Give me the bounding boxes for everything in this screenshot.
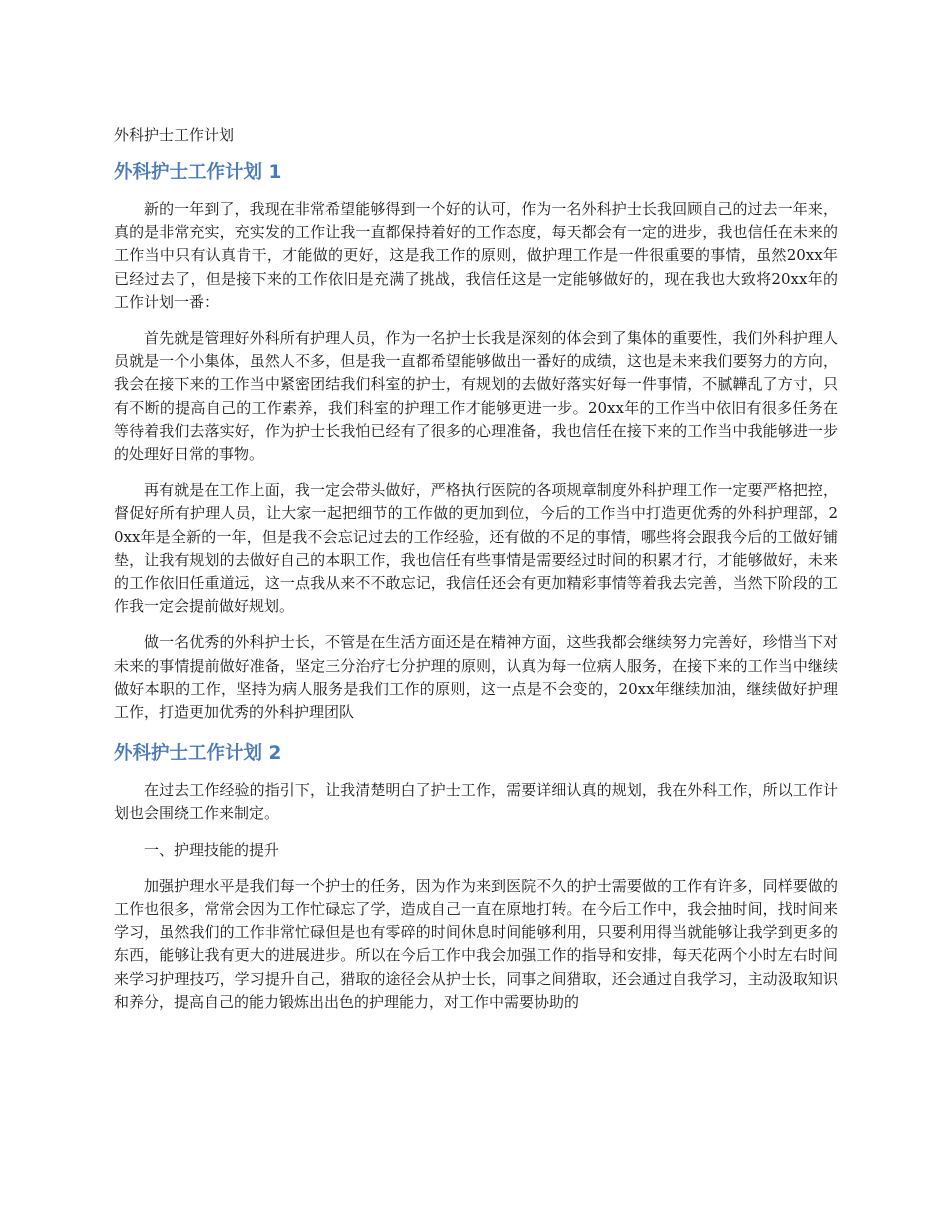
paragraph: 新的一年到了，我现在非常希望能够得到一个好的认可，作为一名外科护士长我回顾自己的过去一年来，真的是非常充实，充实发的工作让我一直都保持着好的工作态度，每天都会有一定的进步，我也信任在未来的工作当中只有认真肯干，才能做的更好，这是我工作的原则，做护理工作是一件很重要的事情，虽然20xx年已经过去了，但是接下来的工作依旧是充满了挑战，我信任这是一定能够做好的，现在我也大致将20xx年的工作计划一番： [114,200,838,311]
section-heading-2: 外科护士工作计划 2 [114,743,282,765]
paragraph: 加强护理水平是我们每一个护士的任务，因为作为来到医院不久的护士需要做的工作有许多，同样要做的工作也很多，常常会因为工作忙碌忘了学，造成自己一直在原地打转。在今后工作中，我会抽时间，找时间来学习，虽然我们的工作非常忙碌但是也有零碎的时间休息时间能够利用，只要利用得当就能够让我学到更多的东西，能够让我有更大的进展进步。所以在今后工作中我会加强工作的指导和安排，每天花两个小时左右时间来学习护理技巧，学习提升自己，猎取的途径会从护士长，同事之间猎取，还会通过自我学习，主动汲取知识和养分，提高自己的能力锻炼出出色的护理能力，对工作中需要协助的 [114,876,838,1011]
paragraph: 在过去工作经验的指引下，让我清楚明白了护士工作，需要详细认真的规划，我在外科工作，所以工作计划也会围绕工作来制定。 [114,781,838,823]
document-page [114,124,838,1027]
section-plan-1 [114,160,838,724]
subheading-paragraph: 一、护理技能的提升 [144,840,280,859]
section-plan-2 [114,741,838,1014]
paragraph: 再有就是在工作上面，我一定会带头做好，严格执行医院的各项规章制度外科护理工作一定要严格把控，督促好所有护理人员，让大家一起把细节的工作做的更加到位，今后的工作当中打造更优秀的外科护理部，20xx年是全新的一年，但是我不会忘记过去的工作经验，还有做的不足的事情，哪些将会跟我今后的工做好铺垫，让我有规划的去做好自己的本职工作，我也信任有些事情是需要经过时间的积累才行，才能够做好，未来的工作依旧任重道远，这一点我从来不不敢忘记，我信任还会有更加精彩事情等着我去完善，当然下阶段的工作我一定会提前做好规划。 [114,481,838,616]
paragraph: 首先就是管理好外科所有护理人员，作为一名护士长我是深刻的体会到了集体的重要性，我们外科护理人员就是一个小集体，虽然人不多，但是我一直都希望能够做出一番好的成绩，这也是未来我们要努力的方向，我会在接下来的工作当中紧密团结我们科室的护士，有规划的去做好落实好每一件事情，不腻韡乱了方寸，只有不断的提高自己的工作素养，我们科室的护理工作才能够更进一步。20xx年的工作当中依旧有很多任务在等待着我们去落实好，作为护士长我怕已经有了很多的心理准备，我也信任在接下来的工作当中我能够进一步的处理好日常的事物。 [114,329,838,464]
section-heading-1: 外科护士工作计划 1 [114,162,282,183]
paragraph: 做一名优秀的外科护士长，不管是在生活方面还是在精神方面，这些我都会继续努力完善好，珍惜当下对未来的事情提前做好准备，坚定三分治疗七分护理的原则，认真为每一位病人服务，在接下来的工作当中继续做好本职的工作，坚持为病人服务是我们工作的原则，这一点是不会变的，20xx年继续加油，继续做好护理工作，打造更加优秀的外科护理团队 [114,633,838,722]
document-title: 外科护士工作计划 [114,126,235,144]
